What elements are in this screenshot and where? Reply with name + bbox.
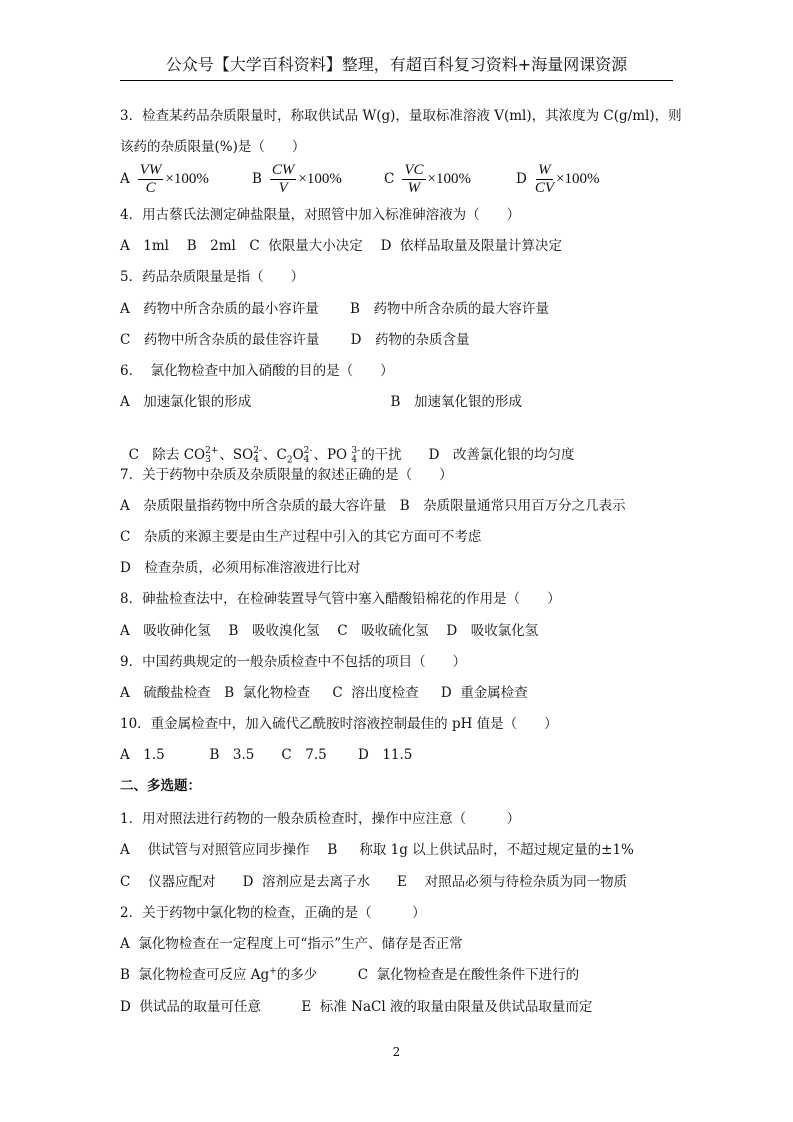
text-line: 4．用古蔡氏法测定砷盐限量，对照管中加入标准砷溶液为（ ） (120, 207, 521, 223)
text-line: D 供试品的取量可任意 E 标准 NaCl 液的取量由限量及供试品取量而定 (120, 999, 593, 1015)
text-line: 9．中国药典规定的一般杂质检查中不包括的项目（ ） (120, 653, 467, 670)
text-line: A 药物中所含杂质的最小容许量 B 药物中所含杂质的最大容许量 (120, 300, 549, 317)
option-b: B $\frac{CW}{V}$ ×100% (252, 161, 342, 196)
text-line: C 仪器应配对 D 溶剂应是去离子水 E 对照品必须与待检杂质为同一物质 (120, 873, 628, 890)
text-line: D 检查杂质，必须用标准溶液进行比对 (120, 560, 361, 577)
sulfate: SO 2- 4 (232, 445, 263, 465)
text-line: C 药物中所含杂质的最佳容许量 D 药物的杂质含量 (120, 331, 470, 348)
fraction: $\frac{CW}{V}$ (271, 161, 295, 196)
text-line: A 供试管与对照管应同步操作 B 称取 1g 以上供试品时，不超过规定量的±1% (120, 842, 634, 859)
text-line: A 氯化物检查在一定程度上可“指示”生产、储存是否正常 (120, 936, 463, 953)
section-heading-multiple-choice: 二、多选题： (120, 778, 201, 794)
text-line: A 吸收砷化氢 B 吸收溴化氢 C 吸收硫化氢 D 吸收氯化氢 (120, 622, 539, 639)
text-line: A 加速氯化银的形成 B 加速氧化银的形成 (120, 394, 522, 411)
fraction: $\frac{VW}{C}$ (139, 161, 162, 196)
text-line: 2．关于药物中氯化物的检查，正确的是（ ） (120, 904, 426, 921)
fraction: $\frac{VC}{W}$ (404, 161, 424, 196)
text-line: A 1ml B 2ml C 依限量大小决定 D 依样品取量及限量计算决定 (120, 238, 562, 255)
page-number: 2 (392, 1045, 401, 1059)
text-line: 6． 氯化物检查中加入硝酸的目的是（ ） (120, 363, 394, 379)
question-6-option-c: C 除去 CO 2+ 3 、SO 2- 4 、$C_2O$ 2- 4 、PO 3- 4 的干扰 D 改善氯化银的均匀度 (128, 445, 575, 466)
fraction: $\frac{W}{CV}$ (534, 161, 554, 196)
text: C 除去 (128, 447, 184, 463)
text-line: A 1.5 B 3.5 C 7.5 D 11.5 (120, 746, 413, 763)
option-d: D $\frac{W}{CV}$ ×100% (516, 161, 600, 196)
text-line: 1．用对照法进行药物的一般杂质检查时，操作中应注意（ ） (120, 811, 521, 827)
text-line: A 硫酸盐检查 B 氯化物检查 C 溶出度检查 D 重金属检查 (120, 684, 528, 701)
text-line: 5．药品杂质限量是指（ ） (120, 269, 305, 286)
question-3-line2: 该药的杂质限量(%)是（ ） (120, 139, 306, 155)
page-header: 公众号【大学百科资料】整理，有超百科复习资料+海量网课资源 (165, 55, 628, 74)
text-line: 10．重金属检查中，加入硫代乙酰胺时溶液控制最佳的 pH 值是（ ） (120, 715, 558, 732)
text-line: C 杂质的来源主要是由生产过程中引入的其它方面可不考虑 (120, 529, 482, 546)
carbonate: CO 2+ 3 (183, 445, 219, 465)
question-3-line1: 3．检查某药品杂质限量时，称取供试品 W(g)，量取标准溶液 V(ml)，其浓度为 C(g/ml)，则 (120, 108, 682, 124)
header-rule (120, 80, 673, 81)
option-c: C $\frac{VC}{W}$ ×100% (384, 161, 471, 196)
question-3-options (120, 160, 648, 198)
text-line: A 杂质限量指药物中所含杂质的最大容许量 B 杂质限量通常只用百万分之几表示 (120, 498, 626, 515)
oxalate: $C_2O$ 2- 4 (276, 445, 313, 466)
option-a: A $\frac{VW}{C}$ ×100% (120, 161, 209, 196)
question-2-option-bc: B 氯化物检查可反应 Ag+的多少 C 氯化物检查是在酸性条件下进行的 (120, 966, 580, 983)
text-line: 8．砷盐检查法中，在检砷装置导气管中塞入醋酸铅棉花的作用是（ ） (120, 591, 561, 608)
phosphate: PO 3- 4 (326, 445, 361, 465)
text-line: 7．关于药物中杂质及杂质限量的叙述正确的是（ ） (120, 467, 453, 483)
